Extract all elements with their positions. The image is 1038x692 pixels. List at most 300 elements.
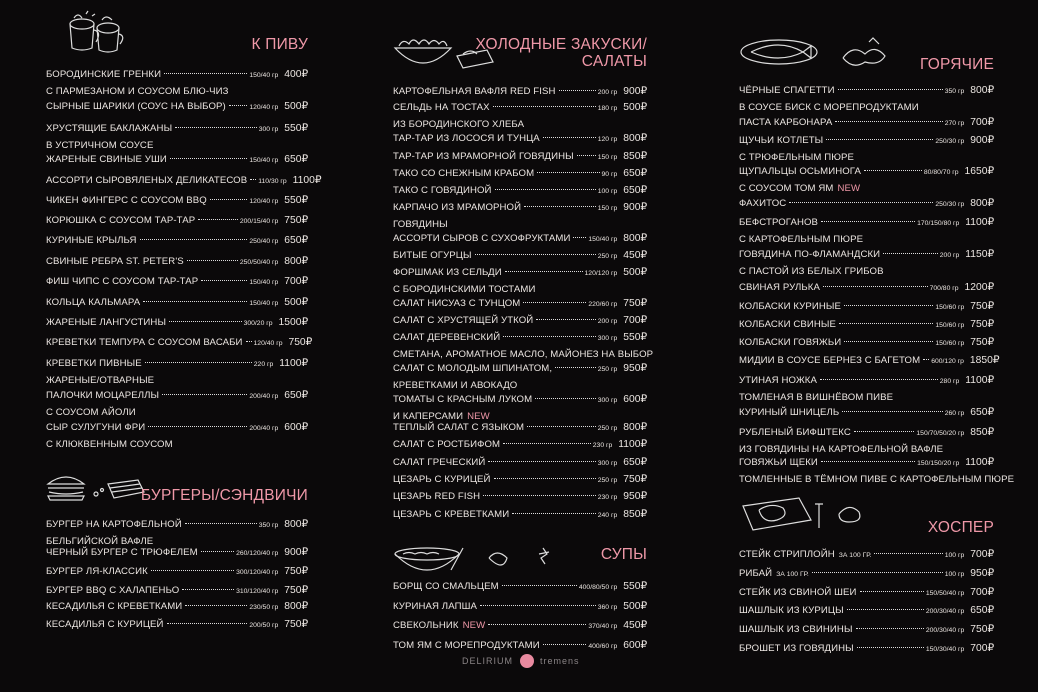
- item-name: ТОМАТЫ С КРАСНЫМ ЛУКОМ: [393, 394, 533, 405]
- item-price-wrap: [623, 619, 647, 631]
- item-weight: 120/40 гр: [249, 198, 279, 205]
- currency-sign: ₽: [640, 185, 647, 196]
- menu-item-line: [393, 619, 647, 632]
- dot-leader: [488, 461, 595, 462]
- item-price: 500: [623, 267, 641, 278]
- item-name: СВИНАЯ РУЛЬКА: [739, 282, 820, 293]
- menu-item-line: [393, 331, 647, 344]
- item-price: 550: [623, 581, 641, 592]
- dot-leader: [864, 170, 922, 171]
- menu-item-line: [46, 153, 308, 166]
- currency-sign: ₽: [987, 643, 994, 654]
- item-name: ФОРШМАК ИЗ СЕЛЬДИ: [393, 267, 502, 278]
- item-weight: 300 гр: [258, 126, 279, 133]
- item-weight: 400/80/50 гр: [578, 584, 618, 591]
- menu-item-line: [393, 421, 647, 434]
- menu-item-line: [46, 214, 308, 227]
- item-name: ТАР-ТАР ИЗ ЛОСОСЯ И ТУНЦА: [393, 133, 540, 144]
- menu-item: [46, 174, 322, 187]
- item-description: ЖАРЕНЫЕ/ОТВАРНЫЕ: [46, 374, 155, 386]
- item-price-wrap: [618, 438, 647, 450]
- item-price: 900: [623, 202, 641, 213]
- item-name: САЛАТ ДЕРЕВЕНСКИЙ: [393, 332, 501, 343]
- item-price: 650: [284, 390, 302, 401]
- item-price: 800: [284, 256, 302, 267]
- item-description: В СОУСЕ БИСК С МОРЕПРОДУКТАМИ: [739, 101, 919, 113]
- menu-item: [739, 281, 994, 294]
- menu-item: [739, 336, 994, 349]
- item-price-wrap: [970, 623, 994, 635]
- currency-sign: ₽: [987, 117, 994, 128]
- item-price-wrap: [623, 456, 647, 468]
- item-name: ЦЕЗАРЬ С КУРИЦЕЙ: [393, 474, 491, 485]
- dot-leader: [543, 644, 587, 645]
- dot-leader: [201, 551, 234, 552]
- currency-sign: ₽: [987, 166, 994, 177]
- currency-sign: ₽: [987, 624, 994, 635]
- menu-item-line: [739, 165, 994, 178]
- dot-leader: [537, 172, 599, 173]
- item-weight: 150/40 гр: [249, 300, 279, 307]
- item-weight: 200/30/40 гр: [925, 608, 965, 615]
- menu-item: [739, 84, 994, 115]
- menu-item: [393, 232, 647, 245]
- new-badge: NEW: [462, 620, 486, 631]
- item-price-wrap: [623, 201, 647, 213]
- item-price-wrap: [279, 316, 308, 328]
- currency-sign: ₽: [987, 427, 994, 438]
- currency-sign: ₽: [640, 86, 647, 97]
- item-description: ИЗ БОРОДИНСКОГО ХЛЕБА: [393, 118, 525, 130]
- menu-item-line: [739, 116, 994, 129]
- menu-item: [739, 567, 994, 580]
- item-name: БИТЫЕ ОГУРЦЫ: [393, 250, 472, 261]
- item-weight: 100 гр: [944, 571, 965, 578]
- menu-item-line2: [46, 370, 308, 388]
- menu-item-line: [739, 623, 994, 636]
- item-price: 550: [284, 123, 302, 134]
- menu-item-line2: [393, 279, 647, 297]
- dot-leader: [821, 461, 915, 462]
- steak-board-illustration: [739, 494, 879, 536]
- menu-item-line: [46, 357, 308, 370]
- item-price: 550: [284, 195, 302, 206]
- item-weight: 150/40 гр: [249, 157, 279, 164]
- menu-item: [739, 642, 994, 655]
- menu-item: [393, 438, 647, 451]
- item-name: ХРУСТЯЩИЕ БАКЛАЖАНЫ: [46, 123, 173, 134]
- item-weight: 250 гр: [597, 253, 618, 260]
- dot-leader: [185, 605, 247, 606]
- menu-item: [46, 234, 308, 247]
- item-price: 800: [623, 233, 641, 244]
- item-name: ФАХИТОС: [739, 198, 787, 209]
- menu-item: [46, 546, 308, 559]
- menu-item-line2: [739, 469, 1015, 487]
- item-weight: 220 гр: [253, 361, 274, 368]
- item-description: В УСТРИЧНОМ СОУСЕ: [46, 139, 154, 151]
- item-price: 450: [623, 620, 641, 631]
- menu-item: [393, 490, 647, 503]
- item-price-wrap: [623, 167, 647, 179]
- menu-item-line2: [46, 81, 308, 99]
- item-name: ТАКО С ГОВЯДИНОЙ: [393, 185, 492, 196]
- currency-sign: ₽: [301, 566, 308, 577]
- menu-item: [393, 473, 647, 486]
- item-name: МИДИИ В СОУСЕ БЕРНЕЗ С БАГЕТОМ: [739, 355, 921, 366]
- item-price-wrap: [284, 600, 308, 612]
- dot-leader: [505, 271, 583, 272]
- item-name: ПАСТА КАРБОНАРА: [739, 117, 833, 128]
- item-name: СЕЛЬДЬ НА ТОСТАХ: [393, 102, 490, 113]
- currency-sign: ₽: [640, 298, 647, 309]
- item-name: СЫР СУЛУГУНИ ФРИ: [46, 422, 146, 433]
- item-name: ШАШЛЫК ИЗ КУРИЦЫ: [739, 605, 844, 616]
- menu-item-line: [739, 318, 994, 331]
- menu-item-line: [393, 297, 647, 310]
- menu-item-line: [46, 389, 308, 402]
- menu-item-line: [46, 296, 308, 309]
- item-price: 750: [623, 298, 641, 309]
- item-name: ШАШЛЫК ИЗ СВИНИНЫ: [739, 624, 853, 635]
- item-price-wrap: [284, 214, 308, 226]
- currency-sign: ₽: [640, 332, 647, 343]
- menu-item-line: [46, 518, 308, 531]
- dot-leader: [182, 589, 234, 590]
- item-weight: 300/120/40 гр: [236, 569, 279, 576]
- item-name: ЧЕРНЫЙ БУРГЕР С ТРЮФЕЛЕМ: [46, 547, 198, 558]
- item-price: 750: [970, 301, 988, 312]
- item-price: 650: [623, 185, 641, 196]
- brand-logo: [462, 654, 580, 668]
- currency-sign: ₽: [992, 355, 1000, 366]
- item-weight: 150/60 гр: [935, 304, 965, 311]
- item-price: 750: [970, 624, 988, 635]
- section-title: СУПЫ: [600, 546, 647, 563]
- item-price-wrap: [284, 389, 308, 401]
- item-price: 950: [623, 363, 641, 374]
- dot-leader: [536, 319, 595, 320]
- item-weight: 300/20 гр: [243, 320, 273, 327]
- item-price: 600: [284, 422, 302, 433]
- item-weight: 120/40 гр: [253, 340, 283, 347]
- item-price: 700: [970, 643, 988, 654]
- item-price-wrap: [970, 318, 994, 330]
- menu-item: [393, 456, 647, 469]
- currency-sign: ₽: [987, 301, 994, 312]
- menu-item-line: [739, 642, 994, 655]
- item-weight: 120/40 гр: [249, 104, 279, 111]
- currency-sign: ₽: [640, 168, 647, 179]
- item-weight: 250/30 гр: [935, 138, 965, 145]
- menu-item-line: [393, 508, 647, 521]
- menu-item: [393, 85, 647, 98]
- menu-item: [46, 68, 308, 99]
- item-price: 500: [623, 601, 641, 612]
- currency-sign: ₽: [301, 585, 308, 596]
- item-price: 800: [623, 422, 641, 433]
- currency-sign: ₽: [640, 315, 647, 326]
- item-price: 650: [623, 457, 641, 468]
- item-name: БОРЩ СО СМАЛЬЦЕМ: [393, 581, 499, 592]
- item-name: ЩУПАЛЬЦЫ ОСЬМИНОГА: [739, 166, 861, 177]
- menu-item: [46, 584, 308, 597]
- menu-item-line: [46, 618, 308, 631]
- menu-item-line: [739, 336, 994, 349]
- item-weight: 150/70/50/20 гр: [916, 430, 965, 437]
- dot-leader: [175, 127, 257, 128]
- brand-left: DELIRIUM: [462, 656, 514, 666]
- item-name: САЛАТ НИСУАЗ С ТУНЦОМ: [393, 298, 521, 309]
- dot-leader: [201, 280, 247, 281]
- currency-sign: ₽: [640, 394, 647, 405]
- menu-item: [46, 296, 308, 309]
- currency-sign: ₽: [640, 457, 647, 468]
- item-name: ТОМ ЯМ С МОРЕПРОДУКТАМИ: [393, 640, 540, 651]
- menu-item: [46, 618, 308, 631]
- item-name: СЫРНЫЕ ШАРИКИ (СОУС НА ВЫБОР): [46, 101, 226, 112]
- item-weight: 150/60 гр: [935, 322, 965, 329]
- menu-item-line: [739, 586, 994, 599]
- item-name: СТЕЙК ИЗ СВИНОЙ ШЕИ: [739, 587, 857, 598]
- item-name: АССОРТИ СЫРОВ С СУХОФРУКТАМИ: [393, 233, 571, 244]
- currency-sign: ₽: [301, 276, 308, 287]
- currency-sign: ₽: [987, 337, 994, 348]
- menu-item-line: [46, 336, 313, 349]
- item-price: 450: [623, 250, 641, 261]
- item-weight: 260 гр: [944, 410, 965, 417]
- item-price: 600: [623, 640, 641, 651]
- item-weight: 270 гр: [944, 120, 965, 127]
- menu-item-line2: [46, 434, 308, 452]
- menu-item: [46, 100, 308, 113]
- dot-leader: [527, 426, 596, 427]
- menu-item-line: [393, 639, 647, 652]
- menu-item-line2: [739, 439, 994, 457]
- item-name: КУРИНЫЙ ШНИЦЕЛЬ: [739, 407, 840, 418]
- currency-sign: ₽: [301, 235, 308, 246]
- item-name: ТАКО СО СНЕЖНЫМ КРАБОМ: [393, 168, 535, 179]
- item-name: КОЛБАСКИ СВИНЫЕ: [739, 319, 837, 330]
- menu-item-line: [739, 216, 994, 229]
- item-price-wrap: [623, 580, 647, 592]
- item-weight: 350 гр: [944, 88, 965, 95]
- item-weight: 90 гр: [601, 171, 618, 178]
- menu-item-line: [739, 281, 994, 294]
- currency-sign: ₽: [305, 337, 313, 348]
- menu-item-line2: [393, 114, 647, 132]
- item-weight: 100 гр: [944, 552, 965, 559]
- item-price-wrap: [623, 393, 647, 405]
- item-name: ЖАРЕНЫЕ ЛАНГУСТИНЫ: [46, 317, 167, 328]
- currency-sign: ₽: [640, 133, 647, 144]
- item-price: 1100: [965, 375, 988, 386]
- item-weight: 120/120 гр: [584, 270, 618, 277]
- dot-leader: [493, 106, 596, 107]
- item-weight: 150/50/40 гр: [925, 590, 965, 597]
- currency-sign: ₽: [640, 439, 647, 450]
- item-price-wrap: [970, 116, 994, 128]
- dot-leader: [143, 301, 247, 302]
- item-weight: 180 гр: [597, 105, 618, 112]
- item-weight: 400/60 гр: [588, 643, 618, 650]
- item-price-wrap: [284, 546, 308, 558]
- burger-sandwich-illustration: [46, 470, 146, 504]
- menu-item-line: [393, 132, 647, 145]
- item-price: 750: [970, 319, 988, 330]
- section-title: ХОЛОДНЫЕ ЗАКУСКИ/ САЛАТЫ: [475, 36, 647, 70]
- currency-sign: ₽: [301, 422, 308, 433]
- menu-item-line: [393, 438, 647, 451]
- menu-item: [739, 165, 994, 196]
- item-price: 800: [970, 85, 988, 96]
- dot-leader: [839, 323, 933, 324]
- item-price-wrap: [623, 600, 647, 612]
- menu-item-line2: [739, 261, 994, 279]
- item-name: РИБАЙ: [739, 568, 773, 579]
- menu-item-line: [46, 194, 308, 207]
- item-price: 650: [970, 605, 988, 616]
- currency-sign: ₽: [987, 319, 994, 330]
- menu-item: [46, 389, 308, 420]
- currency-sign: ₽: [987, 135, 994, 146]
- item-price: 800: [284, 601, 302, 612]
- currency-sign: ₽: [987, 549, 994, 560]
- item-weight: 200/30/40 гр: [925, 627, 965, 634]
- menu-item: [739, 216, 994, 247]
- currency-sign: ₽: [640, 250, 647, 261]
- item-price: 750: [284, 619, 302, 630]
- item-price-wrap: [623, 421, 647, 433]
- item-description: ТОМЛЕННЫЕ В ТЁМНОМ ПИВЕ С КАРТОФЕЛЬНЫМ ПЮРЕ: [739, 473, 1015, 485]
- item-price: 750: [284, 566, 302, 577]
- dot-leader: [145, 362, 252, 363]
- menu-item: [393, 362, 647, 393]
- item-price: 900: [284, 547, 302, 558]
- item-price-wrap: [284, 275, 308, 287]
- item-name: КРЕВЕТКИ ТЕМПУРА С СОУСОМ ВАСАБИ: [46, 337, 243, 348]
- item-price-wrap: [970, 84, 994, 96]
- item-description: И КАПЕРСАМИ: [393, 410, 464, 422]
- dot-leader: [187, 260, 238, 261]
- item-price: 850: [970, 427, 988, 438]
- item-price: 850: [623, 151, 641, 162]
- item-weight: 150/40 гр: [249, 72, 279, 79]
- item-weight: 250 гр: [597, 477, 618, 484]
- menu-item-line: [46, 100, 308, 113]
- dot-leader: [169, 321, 242, 322]
- item-price: 1100: [618, 439, 641, 450]
- item-description: С КЛЮКВЕННЫМ СОУСОМ: [46, 438, 173, 450]
- currency-sign: ₽: [301, 519, 308, 530]
- menu-item-line2: [393, 344, 654, 362]
- item-price: 750: [623, 474, 641, 485]
- item-description: ИЗ ГОВЯДИНЫ НА КАРТОФЕЛЬНОЙ ВАФЛЕ: [739, 443, 944, 455]
- item-name: ГОВЯДИНА ПО-ФЛАМАНДСКИ: [739, 249, 881, 260]
- menu-item-line2: [393, 375, 647, 393]
- dot-leader: [789, 202, 933, 203]
- currency-sign: ₽: [987, 375, 994, 386]
- menu-item-line: [393, 362, 647, 375]
- menu-item-line: [393, 473, 647, 486]
- item-name: САЛАТ С ХРУСТЯЩЕЙ УТКОЙ: [393, 315, 534, 326]
- menu-item-line: [393, 456, 647, 469]
- section-title: БУРГЕРЫ/СЭНДВИЧИ: [140, 487, 308, 504]
- item-weight: 230 гр: [592, 442, 613, 449]
- item-price-wrap: [970, 300, 994, 312]
- item-name: САЛАТ ГРЕЧЕСКИЙ: [393, 457, 486, 468]
- dot-leader: [523, 302, 586, 303]
- item-price-wrap: [284, 296, 308, 308]
- dot-leader: [483, 495, 596, 496]
- menu-item-line: [46, 234, 308, 247]
- item-weight: 300 гр: [597, 460, 618, 467]
- dot-leader: [488, 624, 586, 625]
- dot-leader: [883, 253, 938, 254]
- item-name: БРОШЕТ ИЗ ГОВЯДИНЫ: [739, 643, 854, 654]
- menu-item-line: [46, 546, 308, 559]
- dot-leader: [151, 570, 234, 571]
- menu-item-line: [393, 314, 647, 327]
- item-price-wrap: [965, 216, 994, 228]
- item-price: 750: [284, 215, 302, 226]
- menu-item: [46, 518, 308, 549]
- menu-item: [739, 116, 994, 129]
- dot-leader: [503, 443, 591, 444]
- section-title: ХОСПЕР: [927, 519, 994, 536]
- item-name: ТЕПЛЫЙ САЛАТ С ЯЗЫКОМ: [393, 422, 525, 433]
- item-name: ЦЕЗАРЬ RED FISH: [393, 491, 481, 502]
- item-description: КРЕВЕТКАМИ И АВОКАДО: [393, 379, 518, 391]
- item-name: ТАР-ТАР ИЗ МРАМОРНОЙ ГОВЯДИНЫ: [393, 151, 574, 162]
- fish-plate-illustration: [739, 34, 899, 76]
- item-price: 650: [623, 168, 641, 179]
- section-title: ГОРЯЧИЕ: [920, 56, 994, 73]
- item-weight: 600/120 гр: [931, 358, 964, 365]
- menu-item: [739, 318, 994, 331]
- item-price: 750: [970, 337, 988, 348]
- item-name: БУРГЕР BBQ С ХАЛАПЕНЬО: [46, 585, 180, 596]
- menu-item-line: [393, 266, 647, 279]
- dot-leader: [502, 585, 577, 586]
- item-price: 850: [623, 509, 641, 520]
- currency-sign: ₽: [987, 407, 994, 418]
- item-weight: 300 гр: [597, 397, 618, 404]
- item-weight: 240 гр: [597, 512, 618, 519]
- menu-item: [393, 393, 647, 424]
- menu-item: [739, 586, 994, 599]
- item-price-wrap: [284, 68, 308, 80]
- dot-leader: [185, 523, 257, 524]
- currency-sign: ₽: [987, 457, 994, 468]
- item-price-wrap: [623, 249, 647, 261]
- menu-item: [393, 619, 647, 632]
- currency-sign: ₽: [301, 297, 308, 308]
- menu-item-line2: [46, 135, 308, 153]
- item-name: РУБЛЕНЫЙ БИФШТЕКС: [739, 427, 851, 438]
- item-price-wrap: [623, 314, 647, 326]
- menu-item: [393, 639, 647, 652]
- item-name: БОРОДИНСКИЕ ГРЕНКИ: [46, 69, 162, 80]
- item-price-wrap: [623, 331, 647, 343]
- menu-item: [393, 249, 647, 262]
- item-weight: 260/120/40 гр: [236, 550, 279, 557]
- item-price: 650: [284, 154, 302, 165]
- currency-sign: ₽: [301, 619, 308, 630]
- dot-leader: [503, 336, 596, 337]
- dot-leader: [844, 341, 933, 342]
- dot-leader: [210, 199, 247, 200]
